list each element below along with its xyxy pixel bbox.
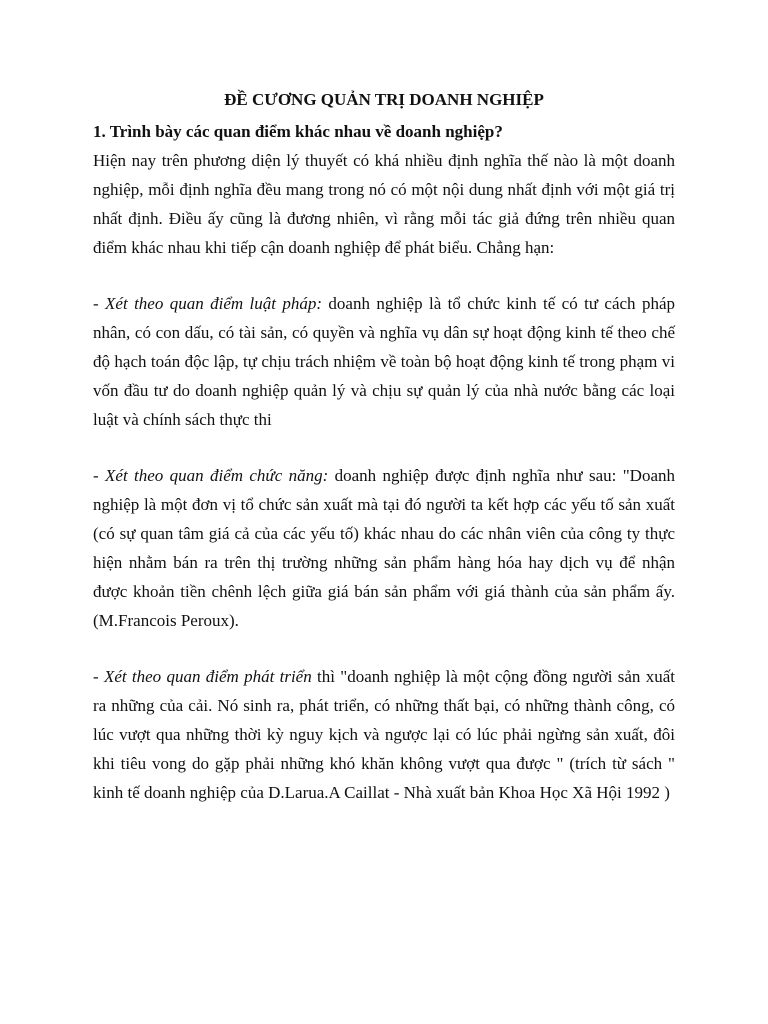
development-viewpoint-body: thì "doanh nghiệp là một cộng đồng người sản xuất ra những của cải. Nó sinh ra, phát triển, có những thất bại, có những thành công, có lúc vượt qua những thời kỳ nguy kịch và ngược lại có lúc phải ngừng sản xuất, đôi khi tiêu vong do gặp phải những khó khăn không vượt qua được " (trích từ sách " kinh tế doanh nghiệp của D.Larua.A Caillat - Nhà xuất bản Khoa Học Xã Hội 1992 ) xyxy=(93,667,675,802)
paragraph-spacer xyxy=(93,635,675,662)
legal-viewpoint-lead: Xét theo quan điểm luật pháp: xyxy=(105,294,323,313)
legal-viewpoint-body: doanh nghiệp là tổ chức kinh tế có tư cách pháp nhân, có con dấu, có tài sản, có quyền và nghĩa vụ dân sự hoạt động kinh tế theo chế độ hạch toán độc lập, tự chịu trách nhiệm về toàn bộ hoạt động kinh tế trong phạm vi vốn đầu tư do doanh nghiệp quản lý và chịu sự quản lý của nhà nước bằng các loại luật và chính sách thực thi xyxy=(93,294,675,429)
functional-viewpoint-body: doanh nghiệp được định nghĩa như sau: "Doanh nghiệp là một đơn vị tổ chức sản xuất mà tại đó người ta kết hợp các yếu tố sản xuất (có sự quan tâm giá cả của các yếu tố) khác nhau do các nhân viên của công ty thực hiện nhằm bán ra trên thị trường những sản phẩm hàng hóa hay dịch vụ để nhận được khoản tiền chênh lệch giữa giá bán sản phẩm với giá thành của sản phẩm ấy. (M.Francois Peroux). xyxy=(93,466,675,630)
bullet-dash: - xyxy=(93,466,106,485)
development-viewpoint-lead: Xét theo quan điểm phát triển xyxy=(103,667,312,686)
bullet-dash: - xyxy=(93,294,106,313)
functional-viewpoint-lead: Xét theo quan điểm chức năng: xyxy=(105,466,329,485)
development-viewpoint-paragraph xyxy=(93,662,675,807)
intro-paragraph: Hiện nay trên phương diện lý thuyết có khá nhiều định nghĩa thế nào là một doanh nghiệp, mỗi định nghĩa đều mang trong nó có một nội dung nhất định với một giá trị nhất định. Điều ấy cũng là đương nhiên, vì rằng mỗi tác giả đứng trên nhiều quan điểm khác nhau khi tiếp cận doanh nghiệp để phát biểu. Chẳng hạn: xyxy=(93,151,675,257)
bullet-dash: - xyxy=(93,667,104,686)
paragraph-spacer xyxy=(93,262,675,289)
paragraph-spacer xyxy=(93,434,675,461)
legal-viewpoint-paragraph xyxy=(93,289,675,434)
document-title: ĐỀ CƯƠNG QUẢN TRỊ DOANH NGHIỆP xyxy=(224,90,544,109)
question-heading: 1. Trình bày các quan điểm khác nhau về doanh nghiệp? xyxy=(93,122,503,141)
functional-viewpoint-paragraph xyxy=(93,461,675,635)
document-content xyxy=(93,86,675,807)
